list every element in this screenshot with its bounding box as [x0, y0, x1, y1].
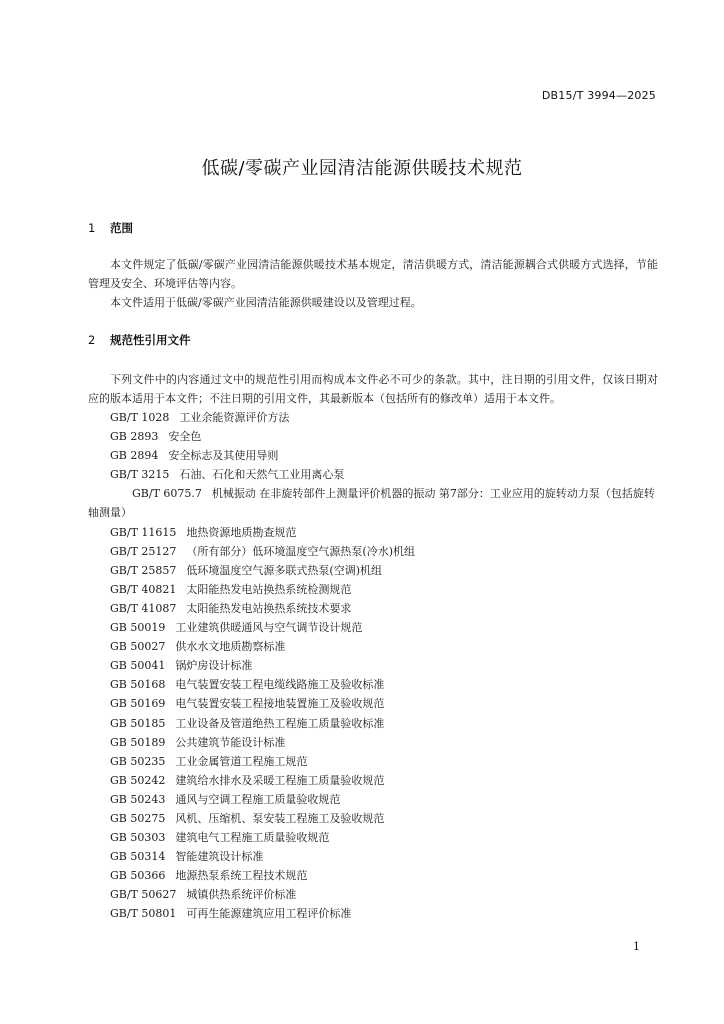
reference-item: [88, 828, 658, 847]
reference-code: GB 50041: [110, 659, 166, 673]
reference-title: 电气装置安装工程接地装置施工及验收规范: [175, 697, 385, 711]
reference-title: 太阳能热发电站换热系统技术要求: [186, 601, 352, 615]
reference-item: [88, 484, 658, 522]
section-scope: [88, 219, 658, 312]
reference-title: 安全标志及其使用导则: [168, 449, 279, 463]
section-title: 范围: [110, 221, 134, 235]
reference-code: GB 2894: [110, 449, 159, 463]
reference-item: [88, 542, 658, 561]
reference-title: 工业金属管道工程施工规范: [175, 754, 308, 768]
document-title: 低碳/零碳产业园清洁能源供暖技术规范: [201, 158, 523, 179]
reference-code: GB 50275: [110, 811, 166, 825]
reference-code: GB 50189: [110, 735, 166, 749]
reference-list: [88, 408, 658, 924]
reference-item: [88, 771, 658, 790]
reference-title: 工业设备及管道绝热工程施工质量验收标准: [175, 716, 385, 730]
reference-item: [88, 714, 658, 733]
reference-title: 建筑电气工程施工质量验收规范: [175, 831, 330, 845]
reference-code: GB 50168: [110, 678, 166, 692]
reference-code: GB 50027: [110, 640, 166, 654]
reference-code: GB 50242: [110, 773, 166, 787]
section-heading: [88, 331, 658, 349]
page-number: 1: [633, 940, 640, 953]
document-id: DB15/T 3994—2025: [541, 89, 656, 102]
reference-title: 供水水文地质勘察标准: [175, 640, 286, 654]
reference-title: 安全色: [168, 430, 202, 444]
reference-item: [88, 465, 658, 484]
reference-title: 智能建筑设计标准: [175, 850, 264, 864]
reference-code: GB/T 1028: [110, 411, 170, 424]
reference-code: GB 50169: [110, 697, 166, 711]
reference-code: GB 2893: [110, 430, 159, 444]
reference-code: GB 50185: [110, 716, 166, 730]
reference-code: GB 50235: [110, 754, 166, 768]
reference-item: [88, 790, 658, 809]
reference-title: 太阳能热发电站换热系统检测规范: [186, 582, 352, 596]
reference-title: 工业建筑供暖通风与空气调节设计规范: [175, 621, 363, 635]
reference-title: 锅炉房设计标准: [175, 659, 253, 673]
section-number: 2: [88, 333, 96, 347]
reference-item: [88, 656, 658, 675]
paragraph: 本文件规定了低碳/零碳产业园清洁能源供暖技术基本规定，清洁供暖方式，清洁能源耦合式供暖方式选择，节能管理及安全、环境评估等内容。: [88, 258, 658, 290]
reference-item: [88, 675, 658, 694]
paragraph: 下列文件中的内容通过文中的规范性引用而构成本文件必不可少的条款。其中，注日期的引用文件，仅该日期对应的版本适用于本文件；不注日期的引用文件，其最新版本（包括所有的修改单）适用于本文件。: [88, 373, 658, 405]
reference-item: [88, 427, 658, 446]
reference-title: 电气装置安装工程电缆线路施工及验收标准: [175, 678, 385, 692]
reference-code: GB/T 25857: [110, 563, 177, 577]
reference-item: [88, 733, 658, 752]
reference-code: GB 50019: [110, 621, 166, 635]
reference-title: （所有部分）低环境温度空气源热泵(冷水)机组: [186, 544, 415, 558]
reference-item: [88, 618, 658, 637]
section-number: 1: [88, 221, 96, 235]
reference-code: GB/T 41087: [110, 601, 177, 615]
reference-title: 建筑给水排水及采暖工程施工质量验收规范: [175, 773, 385, 787]
reference-item: [88, 885, 658, 904]
reference-code: GB 50366: [110, 869, 166, 883]
reference-title: 地源热泵系统工程技术规范: [175, 869, 308, 883]
reference-item: [88, 904, 658, 923]
reference-item: [88, 809, 658, 828]
reference-code: GB/T 11615: [110, 525, 177, 539]
reference-item: [88, 580, 658, 599]
reference-title: 通风与空调工程施工质量验收规范: [175, 792, 341, 806]
reference-title: 公共建筑节能设计标准: [175, 735, 286, 749]
reference-title: 地热资源地质勘查规范: [186, 525, 297, 539]
section-title: 规范性引用文件: [110, 333, 191, 347]
reference-code: GB 50243: [110, 792, 166, 806]
reference-code: GB/T 25127: [110, 544, 177, 558]
reference-item: [88, 637, 658, 656]
reference-item: [88, 446, 658, 465]
reference-item: [88, 599, 658, 618]
reference-code: GB 50303: [110, 831, 166, 845]
reference-title: 城镇供热系统评价标准: [186, 888, 297, 902]
reference-title: 石油、石化和天然气工业用离心泵: [179, 468, 345, 482]
reference-code: GB/T 50801: [110, 907, 177, 921]
reference-item: [88, 408, 658, 427]
reference-code: GB 50314: [110, 850, 166, 864]
reference-code: GB/T 6075.7: [132, 487, 202, 501]
paragraph: 本文件适用于低碳/零碳产业园清洁能源供暖建设以及管理过程。: [110, 296, 422, 309]
reference-item: [88, 561, 658, 580]
reference-code: GB/T 40821: [110, 582, 177, 596]
reference-code: GB/T 3215: [110, 468, 170, 482]
section-heading: [88, 219, 658, 237]
reference-title: 机械振动 在非旋转部件上测量评价机器的振动 第7部分：工业应用的旋转动力泵（包括旋转轴测量）: [88, 487, 655, 520]
reference-title: 可再生能源建筑应用工程评价标准: [186, 907, 352, 921]
reference-title: 低环境温度空气源多联式热泵(空调)机组: [186, 563, 382, 577]
reference-title: 风机、压缩机、泵安装工程施工及验收规范: [175, 811, 385, 825]
reference-title: 工业余能资源评价方法: [179, 411, 290, 424]
reference-code: GB/T 50627: [110, 888, 177, 902]
section-normative-references: [88, 331, 658, 924]
reference-item: [88, 752, 658, 771]
reference-item: [88, 694, 658, 713]
reference-item: [88, 866, 658, 885]
reference-item: [88, 847, 658, 866]
reference-item: [88, 523, 658, 542]
